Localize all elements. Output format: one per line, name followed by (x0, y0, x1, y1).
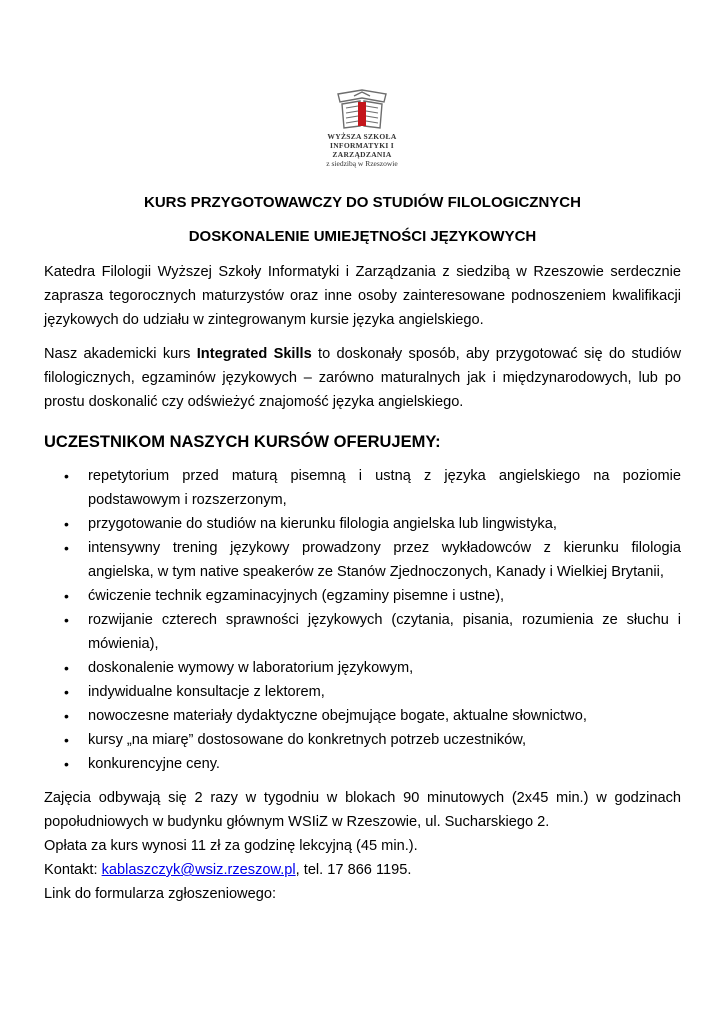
list-item (44, 656, 681, 680)
list-item (44, 752, 681, 776)
skills-text-before: Nasz akademicki kurs (44, 346, 197, 362)
bullet-icon: • (64, 660, 69, 676)
list-item (44, 680, 681, 704)
bullet-icon: • (64, 756, 69, 772)
list-item (44, 584, 681, 608)
list-item-text: indywidualne konsultacje z lektorem, (88, 684, 325, 700)
list-item-text: rozwijanie czterech sprawności językowych (czytania, pisania, rozumienia ze słuchu i mówienia), (88, 612, 681, 652)
list-item-text: doskonalenie wymowy w laboratorium językowym, (88, 660, 414, 676)
list-item (44, 728, 681, 752)
bullet-icon: • (64, 540, 69, 556)
list-item-text: przygotowanie do studiów na kierunku filologia angielska lub lingwistyka, (88, 516, 557, 532)
skills-text-after: to doskonały sposób, aby przygotować się do studiów filologicznych, egzaminów językowych – zarówno maturalnych jak i międzynarodowych, lub po prostu doskonalić czy odświeżyć znajomość języka angielskiego. (44, 346, 681, 410)
bullet-icon: • (64, 516, 69, 532)
offer-list (44, 464, 681, 776)
list-item-text: repetytorium przed maturą pisemną i ustną z języka angielskiego na poziomie podstawowym i rozszerzonym, (88, 468, 681, 508)
school-crest-icon (334, 88, 390, 132)
skills-course-name: Integrated Skills (196, 346, 312, 362)
schedule-paragraph: Zajęcia odbywają się 2 razy w tygodniu w blokach 90 minutowych (2x45 min.) w godzinach popołudniowych w budynku głównym WSIiZ w Rzeszowie, ul. Sucharskiego 2. (44, 790, 681, 830)
list-item-text: kursy „na miarę” dostosowane do konkretnych potrzeb uczestników, (88, 732, 527, 748)
bullet-icon: • (64, 612, 69, 628)
bullet-icon: • (64, 588, 69, 604)
list-item-text: konkurencyjne ceny. (88, 756, 220, 772)
course-title: KURS PRZYGOTOWAWCZY DO STUDIÓW FILOLOGICZNYCH (144, 194, 581, 211)
intro-paragraph: Katedra Filologii Wyższej Szkoły Informatyki i Zarządzania z siedzibą w Rzeszowie serdecznie zaprasza tegorocznych maturzystów oraz inne osoby zainteresowane podnoszeniem kwalifikacji językowych do udziału w zintegrowanym kursie języka angielskiego. (44, 264, 681, 328)
list-item (44, 608, 681, 656)
course-subtitle: DOSKONALENIE UMIEJĘTNOŚCI JĘZYKOWYCH (188, 228, 537, 245)
list-item (44, 704, 681, 728)
contact-line (44, 858, 681, 882)
logo-line-1: WYŻSZA SZKOŁA (327, 132, 397, 141)
list-item-text: ćwiczenie technik egzaminacyjnych (egzaminy pisemne i ustne), (88, 588, 505, 604)
contact-phone: , tel. 17 866 1195. (295, 862, 412, 878)
bullet-icon: • (64, 468, 69, 484)
contact-email-link[interactable]: kablaszczyk@wsiz.rzeszow.pl (101, 862, 296, 878)
offer-heading: UCZESTNIKOM NASZYCH KURSÓW OFERUJEMY: (44, 433, 441, 451)
list-item-text: intensywny trening językowy prowadzony przez wykładowców z kierunku filologia angielska, w tym native speakerów ze Stanów Zjednoczonych, Kanady i Wielkiej Brytanii, (88, 540, 681, 580)
logo-line-2: INFORMATYKI I ZARZĄDZANIA (330, 141, 394, 159)
skills-paragraph (44, 342, 681, 414)
list-item (44, 464, 681, 512)
bullet-icon: • (64, 732, 69, 748)
bullet-icon: • (64, 684, 69, 700)
contact-label: Kontakt: (44, 862, 102, 878)
school-logo (300, 88, 424, 168)
bullet-icon: • (64, 708, 69, 724)
logo-line-3: z siedzibą w Rzeszowie (326, 159, 398, 168)
list-item (44, 512, 681, 536)
document-body (44, 192, 681, 906)
list-item-text: nowoczesne materiały dydaktyczne obejmujące bogate, aktualne słownictwo, (88, 708, 587, 724)
list-item (44, 536, 681, 584)
price-line: Opłata za kurs wynosi 11 zł za godzinę lekcyjną (45 min.). (44, 838, 418, 854)
form-link-line: Link do formularza zgłoszeniowego: (44, 886, 277, 902)
